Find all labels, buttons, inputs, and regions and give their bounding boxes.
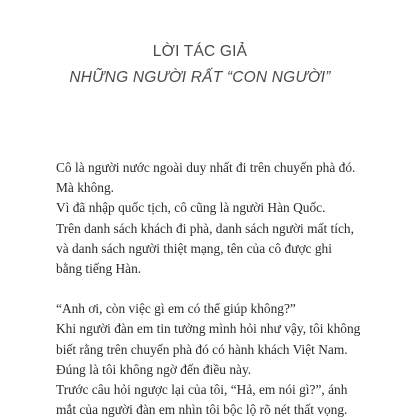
text-line: Đúng là tôi không ngờ đến điều này. [56,361,252,377]
text-line: bằng tiếng Hàn. [56,261,142,277]
text-line: Trên danh sách khách đi phà, danh sách người mất tích, [56,220,354,236]
chapter-label: LỜI TÁC GIẢ [152,43,248,60]
text-line: Khi người đàn em tin tưởng mình hỏi như vậy, tôi không [56,321,361,337]
text-line: mắt của người đàn em nhìn tôi bộc lộ rõ nét thất vọng. [56,402,348,418]
text-line: “Anh ơi, còn việc gì em có thể giúp không?” [56,301,296,317]
text-line: Mà không. [56,180,115,196]
text-line: Trước câu hỏi ngược lại của tôi, “Hả, em nói gì?”, ánh [56,382,348,398]
text-line: Cô là người nước ngoài duy nhất đi trên chuyến phà đó. [56,160,356,175]
body-text [56,158,376,420]
text-line: biết rằng trên chuyến phà đó có hành khách Việt Nam. [56,341,348,357]
text-line: và danh sách người thiệt mạng, tên của cô được ghi [56,240,332,256]
chapter-header [0,42,400,88]
paragraph-1 [56,158,376,279]
paragraph-spacer [56,279,376,299]
chapter-title: NHỮNG NGƯỜI RẤT “CON NGƯỜI” [69,69,331,86]
text-line: Vì đã nhập quốc tịch, cô cũng là người Hàn Quốc. [56,200,326,216]
paragraph-2 [56,299,376,420]
